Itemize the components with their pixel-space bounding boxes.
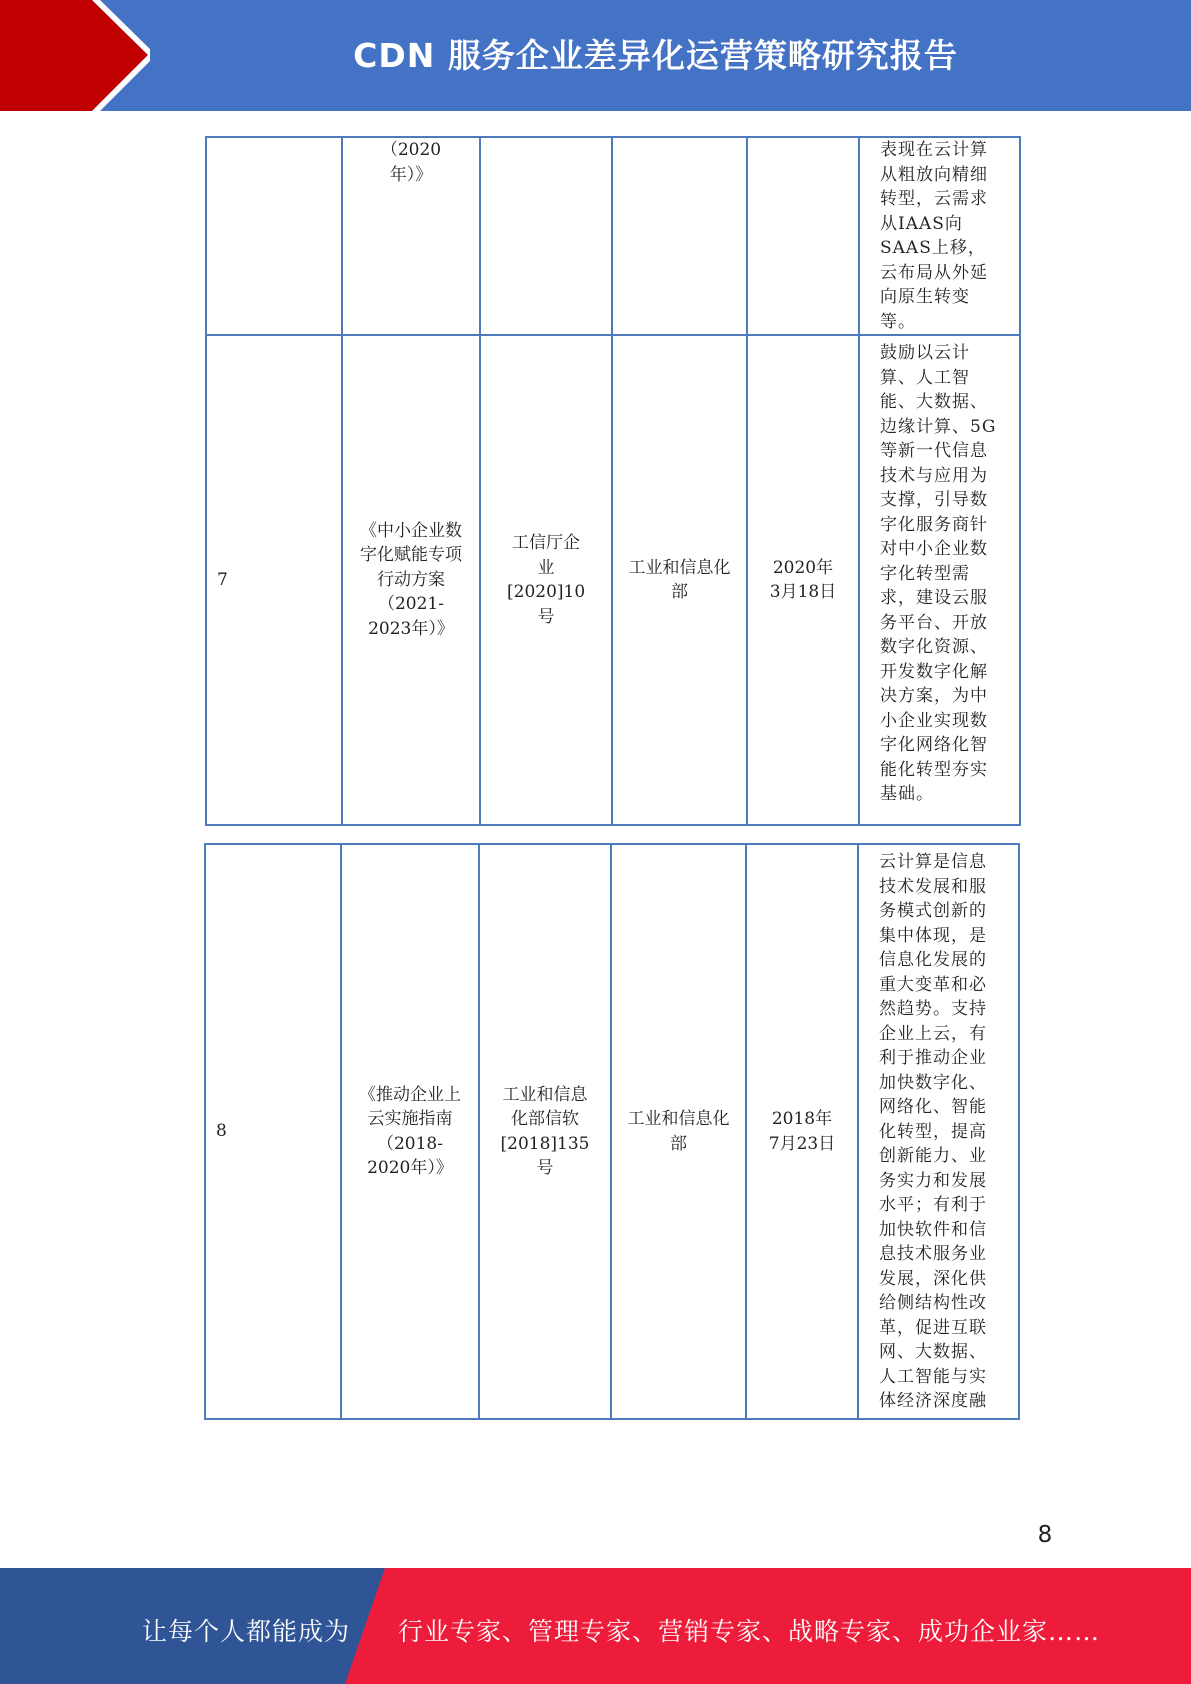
policy-table-top <box>205 136 1021 826</box>
issue-date: 2020年3月18日 <box>747 335 859 825</box>
issuing-authority: 工业和信息化部 <box>612 335 747 825</box>
table-row <box>206 335 1020 825</box>
footer-slogan-right: 行业专家、管理专家、营销专家、战略专家、成功企业家…… <box>398 1617 1101 1646</box>
row-number: 8 <box>205 844 341 1419</box>
policy-description: 鼓励以云计算、人工智能、大数据、边缘计算、5G等新一代信息技术与应用为支撑，引导数字化服务商针对中小企业数字化转型需求，建设云服务平台、开放数字化资源、开发数字化解决方案，为中小企业实现数字化网络化智能化转型夯实基础。 <box>859 335 1020 825</box>
policy-name: 《推动企业上云实施指南（2018-2020年）》 <box>341 844 479 1419</box>
policy-description: 表现在云计算从粗放向精细转型，云需求从IAAS向SAAS上移，云布局从外延向原生转变等。 <box>859 137 1020 335</box>
page-footer <box>0 1568 1191 1684</box>
policy-table-bottom <box>204 843 1020 1420</box>
issuing-authority: 工业和信息化部 <box>611 844 746 1419</box>
document-number: 工业和信息化部信软[2018]135号 <box>479 844 611 1419</box>
table-row <box>205 844 1019 1419</box>
issue-date <box>747 137 859 335</box>
footer-slogan-left: 让每个人都能成为 <box>142 1617 351 1646</box>
policy-name: 《中小企业数字化赋能专项行动方案（2021-2023年）》 <box>342 335 480 825</box>
table-row <box>206 137 1020 335</box>
page-header <box>0 0 1191 111</box>
page-number: 8 <box>1037 1522 1053 1548</box>
row-number <box>206 137 342 335</box>
issue-date: 2018年7月23日 <box>746 844 858 1419</box>
document-number: 工信厅企业[2020]10号 <box>480 335 612 825</box>
policy-description: 云计算是信息技术发展和服务模式创新的集中体现，是信息化发展的重大变革和必然趋势。支持企业上云，有利于推动企业加快数字化、网络化、智能化转型，提高创新能力、业务实力和发展水平；有利于加快软件和信息技术服务业发展，深化供给侧结构性改革，促进互联网、大数据、人工智能与实体经济深度融 <box>858 844 1019 1419</box>
policy-name: （2020年）》 <box>342 137 480 335</box>
issuing-authority <box>612 137 747 335</box>
row-number: 7 <box>206 335 342 825</box>
document-number <box>480 137 612 335</box>
report-title: CDN 服务企业差异化运营策略研究报告 <box>353 36 958 75</box>
